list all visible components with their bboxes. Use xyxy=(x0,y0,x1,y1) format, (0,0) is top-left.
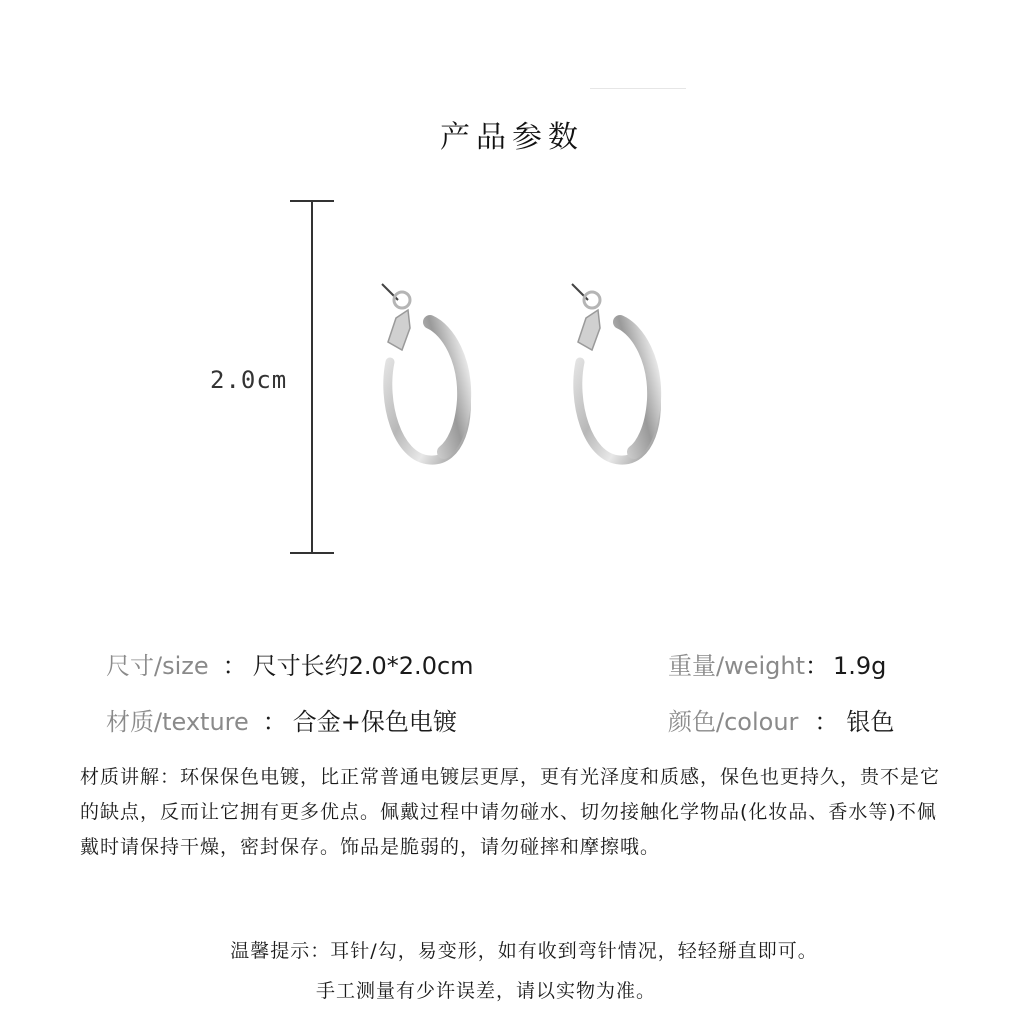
page-title: 产品参数 xyxy=(440,120,584,155)
spec-texture xyxy=(106,702,457,737)
care-tip: 温馨提示：耳针/勾，易变形，如有收到弯针情况，轻轻掰直即可。 xyxy=(230,940,818,962)
spec-size-value: 尺寸长约2.0*2.0cm xyxy=(252,652,474,680)
earring-image-left xyxy=(368,280,478,470)
spec-weight-separator: ： xyxy=(805,652,830,680)
spec-colour xyxy=(668,702,894,737)
spec-texture-key: 材质/texture xyxy=(106,708,249,736)
ruler-bottom-cap xyxy=(290,552,334,554)
spec-texture-separator: ： xyxy=(262,708,287,736)
earring-image-right xyxy=(558,280,668,470)
spec-texture-value: 合金+保色电镀 xyxy=(292,708,457,736)
spec-size-separator: ： xyxy=(222,652,247,680)
measurement-disclaimer: 手工测量有少许误差，请以实物为准。 xyxy=(315,980,656,1002)
spec-weight xyxy=(668,646,886,681)
ruler-bar xyxy=(311,200,313,554)
material-description: 材质讲解：环保保色电镀，比正常普通电镀层更厚，更有光泽度和质感，保色也更持久，贵不是它的缺点，反而让它拥有更多优点。佩戴过程中请勿碰水、切勿接触化学物品(化妆品、香水等)不佩戴时请保持干燥，密封保存。饰品是脆弱的，请勿碰摔和摩擦哦。 xyxy=(80,766,941,858)
spec-size-key: 尺寸/size xyxy=(106,652,209,680)
spec-colour-value: 银色 xyxy=(846,708,895,736)
spec-colour-key: 颜色/colour xyxy=(668,708,799,736)
title-decoration-line xyxy=(590,88,686,89)
spec-weight-value: 1.9g xyxy=(833,652,887,680)
spec-weight-key: 重量/weight xyxy=(668,652,806,680)
dimension-ruler xyxy=(290,200,334,554)
spec-colour-separator: ： xyxy=(814,708,839,736)
spec-size xyxy=(106,646,474,681)
dimension-label: 2.0cm xyxy=(210,366,288,394)
